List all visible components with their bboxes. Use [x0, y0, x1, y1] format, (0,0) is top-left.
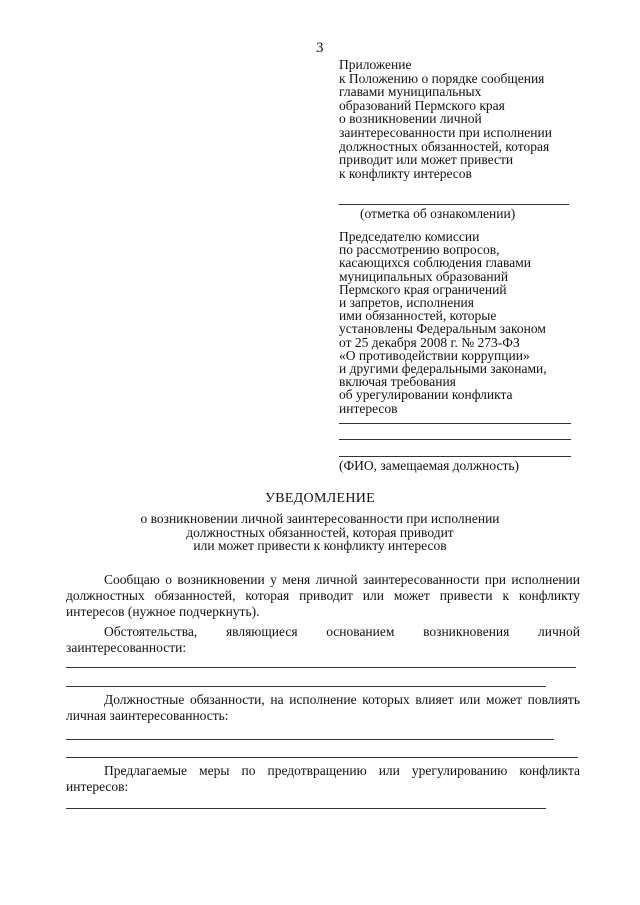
appendix-line: о возникновении личной	[339, 111, 482, 127]
appendix-header	[339, 58, 579, 180]
paragraph-duties-text: Должностные обязанности, на исполнение которых влияет или может повлиять личная заинтересованность:	[66, 692, 580, 723]
duties-line-1[interactable]	[66, 739, 554, 740]
addressee-line: от 25 декабря 2008 г. № 273-ФЗ	[339, 334, 520, 350]
fio-blank-line-1[interactable]	[339, 423, 571, 424]
addressee-line: ими обязанностей, которые	[339, 308, 497, 324]
measures-line-1[interactable]	[66, 808, 546, 809]
notice-subtitle	[0, 512, 640, 553]
addressee-line: «О противодействии коррупции»	[339, 347, 530, 363]
appendix-line: главами муниципальных	[339, 84, 482, 100]
appendix-line: заинтересованности при исполнении	[339, 124, 552, 140]
fio-blank-line-3[interactable]	[339, 456, 571, 457]
paragraph-interest	[66, 572, 580, 620]
addressee-line: и запретов, исполнения	[339, 295, 474, 311]
addressee-line: интересов	[339, 400, 398, 416]
acknowledgment-label: (отметка об ознакомлении)	[360, 206, 516, 221]
notice-subtitle-line: должностных обязанностей, которая приводит	[186, 524, 454, 540]
addressee-line: муниципальных образований	[339, 268, 509, 284]
addressee-line: Пермского края ограничений	[339, 281, 507, 297]
paragraph-interest-text: Сообщаю о возникновении у меня личной заинтересованности при исполнении должностных обязанностей, которая приводит или может привести к конфликту интересов (нужное подчеркнуть).	[66, 572, 580, 619]
addressee-line: по рассмотрению вопросов,	[339, 242, 500, 258]
addressee-line: касающихся соблюдения главами	[339, 255, 531, 271]
addressee-block	[339, 230, 579, 415]
circumstances-line-2[interactable]	[66, 686, 546, 687]
appendix-line: должностных обязанностей, которая	[339, 138, 550, 154]
appendix-line: приводит или может привести	[339, 152, 514, 168]
appendix-line: к конфликту интересов	[339, 165, 472, 181]
addressee-line: и другими федеральными законами,	[339, 361, 547, 377]
paragraph-duties	[66, 692, 580, 724]
duties-line-2[interactable]	[66, 757, 578, 758]
paragraph-measures	[66, 763, 580, 795]
paragraph-measures-text: Предлагаемые меры по предотвращению или урегулированию конфликта интересов:	[66, 763, 580, 794]
notice-subtitle-line: или может привести к конфликту интересов	[193, 538, 447, 553]
paragraph-circumstances	[66, 624, 580, 656]
paragraph-circumstances-text: Обстоятельства, являющиеся основанием возникновения личной заинтересованности:	[66, 624, 580, 655]
appendix-line: образований Пермского края	[339, 97, 505, 113]
addressee-line: Председателю комиссии	[339, 229, 480, 244]
addressee-line: включая требования	[339, 374, 456, 390]
fio-label: (ФИО, замещаемая должность)	[339, 458, 520, 473]
acknowledgment-blank-line[interactable]	[339, 204, 569, 205]
notice-title: УВЕДОМЛЕНИЕ	[264, 491, 376, 506]
appendix-line: Приложение	[339, 57, 412, 72]
appendix-line: к Положению о порядке сообщения	[339, 70, 545, 86]
circumstances-line-1[interactable]	[66, 667, 576, 668]
fio-blank-line-2[interactable]	[339, 439, 571, 440]
notice-subtitle-line: о возникновении личной заинтересованности при исполнении	[140, 511, 500, 526]
addressee-line: установлены Федеральным законом	[339, 321, 546, 337]
page-number: 3	[316, 40, 324, 56]
addressee-line: об урегулировании конфликта	[339, 387, 513, 403]
